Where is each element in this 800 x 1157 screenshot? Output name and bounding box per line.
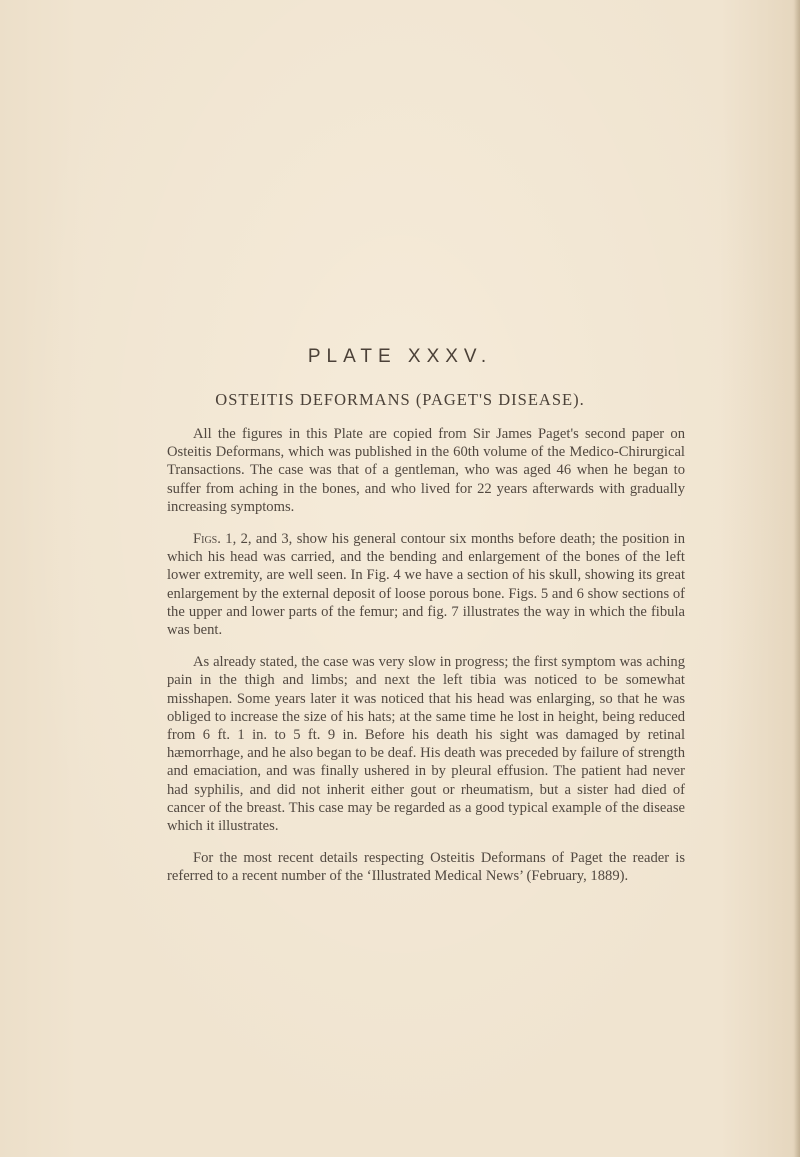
paragraph-figures xyxy=(167,530,685,639)
page-edge-shadow xyxy=(794,0,800,1157)
paragraph-reference: For the most recent details respecting Osteitis Deformans of Paget the reader is referred to a recent number of the ‘Illustrated Medical News’ (February, 1889). xyxy=(167,850,685,885)
paragraph-intro: All the figures in this Plate are copied from Sir James Paget's second paper on Osteitis Deformans, which was published in the 60th volume of the Medico-Chirurgical Transactions. The case was that of a gentleman, who was aged 46 when he began to suffer from aching in the bones, and who lived for 22 years afterwards with gradually increasing symptoms. xyxy=(167,426,685,515)
body-text xyxy=(167,425,685,900)
figures-lead: Figs. xyxy=(193,531,221,548)
plate-title: PLATE XXXV. xyxy=(307,346,493,367)
paragraph-case-history: As already stated, the case was very slow in progress; the first symptom was aching pain in the thigh and limbs; and next the left tibia was noticed to be somewhat misshapen. Some years later it was noticed that his head was enlarging, so that he was obliged to increase the size of his hats; at the same time he lost in height, being reduced from 6 ft. 1 in. to 5 ft. 9 in. Before his death his sight was damaged by retinal hæmorrhage, and he also began to be deaf. His death was preceded by failure of strength and emaciation, and was finally ushered in by pleural effusion. The patient had never had syphilis, and did not inherit either gout or rheumatism, but a sister had died of cancer of the breast. This case may be regarded as a good typical example of the disease which it illustrates. xyxy=(167,654,685,835)
plate-subtitle: OSTEITIS DEFORMANS (PAGET'S DISEASE). xyxy=(215,390,585,409)
figures-text: 1, 2, and 3, show his general contour six months before death; the position in which his head was carried, and the bending and enlargement of the bones of the left lower extremity, are well seen. In Fig. 4 we have a section of his skull, showing its great enlargement by the external deposit of loose porous bone. Figs. 5 and 6 show sections of the upper and lower parts of the femur; and fig. 7 illustrates the way in which the fibula was bent. xyxy=(167,531,685,639)
